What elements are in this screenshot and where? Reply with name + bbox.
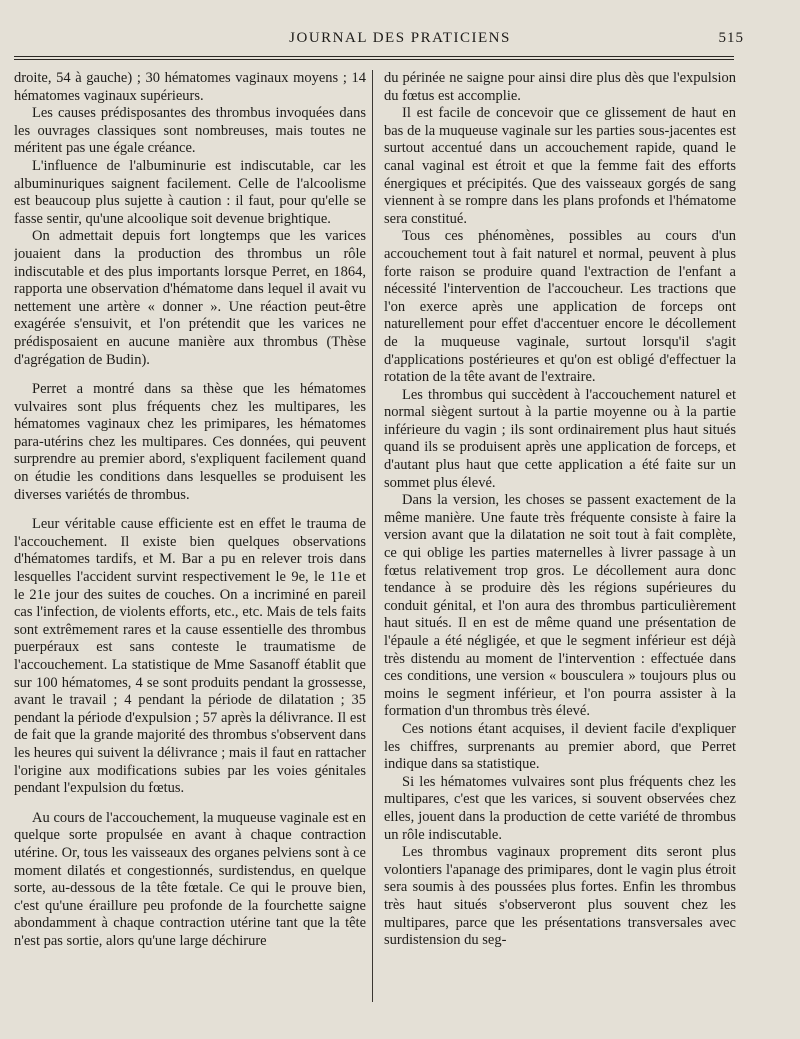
left-column <box>14 70 366 1030</box>
right-column <box>384 70 736 1030</box>
paragraph: Tous ces phénomènes, possibles au cours d'un accouchement tout à fait naturel et normal, peuvent à plus forte raison se produire quand l'extraction de l'enfant a nécessité l'intervention de l'accoucheur. Les tractions que l'on exerce après une application de forceps ont naturellement pour effet d'accentuer encore le décollement de la muqueuse vaginale, surtout lorsqu'il s'agit d'applications postérieures et qu'on est obligé d'effectuer la rotation de la tête avant de l'extraire. <box>384 228 736 386</box>
journal-title: JOURNAL DES PRATICIENS <box>289 30 511 46</box>
paragraph: Au cours de l'accouchement, la muqueuse vaginale est en quelque sorte propulsée en avant à chaque contraction utérine. Or, tous les vaisseaux des organes pelviens sont à ce moment dilatés et congestionnés, surdistendus, en quelque sorte, au-dessous de la tête fœtale. Ce qui le prouve bien, c'est qu'une éraillure peu profonde de la fourchette saigne abondamment à chaque contraction utérine tant que la tête n'est pas sortie, alors qu'une large déchirure <box>14 809 366 949</box>
paragraph: Il est facile de concevoir que ce glissement de haut en bas de la muqueuse vaginale sur les parties sous-jacentes est surtout accentué dans un accouchement rapide, quand le canal vaginal est étroit et que la femme fait des efforts énergiques et précipités. Que des vaisseaux gorgés de sang viennent à se rompre dans les plans profonds et l'hématome sera constitué. <box>384 105 736 227</box>
running-header <box>0 30 800 52</box>
paragraph: Dans la version, les choses se passent exactement de la même manière. Une faute très fréquente consiste à faire la version avant que la dilatation ne soit tout à fait complète, ce qui oblige les parties maternelles à livrer passage à un fœtus relativement trop gros. Le décollement aura donc tendance à se produire dès les régions supérieures du conduit génital, et l'on aura des thrombus particulièrement haut situés. Il en est de même quand une présentation de l'épaule a été négligée, et que le segment inférieur est déjà très distendu au moment de l'intervention : effectuée dans ces conditions, une version « bousculera » toujours plus ou moins le segment inférieur, et l'on pourra assister à la formation d'un thrombus très élevé. <box>384 492 736 720</box>
paragraph: Perret a montré dans sa thèse que les hématomes vulvaires sont plus fréquents chez les multipares, les hématomes vaginaux chez les primipares, les hématomes para-utérins chez les multipares. Ces données, qui peuvent surprendre au premier abord, s'expliquent facilement quand on étudie les conditions dans lesquelles se produisent les diverses variétés de thrombus. <box>14 381 366 503</box>
header-rule <box>14 56 734 57</box>
column-divider <box>372 70 373 1002</box>
header-rule-secondary <box>14 59 734 60</box>
paragraph: Ces notions étant acquises, il devient facile d'expliquer les chiffres, surprenants au premier abord, que Perret indique dans sa statistique. <box>384 720 736 773</box>
paragraph: On admettait depuis fort longtemps que les varices jouaient dans la production des thrombus un rôle indiscutable et des plus importants lorsque Perret, en 1864, rapporta une observation d'hématome dans lequel il avait vu nettement une artère « donner ». Une réaction peut-être exagérée s'ensuivit, et l'on prétendit que les varices ne prédisposaient en aucune manière aux thrombus (Thèse d'agrégation de Budin). <box>14 228 366 368</box>
paragraph: Si les hématomes vulvaires sont plus fréquents chez les multipares, c'est que les varices, si souvent observées chez elles, jouent dans la production de cette variété de thrombus un rôle indiscutable. <box>384 773 736 843</box>
paragraph: du périnée ne saigne pour ainsi dire plus dès que l'expulsion du fœtus est accomplie. <box>384 70 736 104</box>
paragraph: Les causes prédisposantes des thrombus invoquées dans les ouvrages classiques sont nombreuses, mais toutes ne méritent pas une égale créance. <box>14 105 366 157</box>
paragraph: Les thrombus qui succèdent à l'accouchement naturel et normal siègent surtout à la partie moyenne ou à la partie inférieure du vagin ; ils sont ordinairement plus haut situés quand ils se produisent après une application de forceps, et d'autant plus haut que cette application a été faite sur un sommet plus élevé. <box>384 386 736 491</box>
paragraph: Leur véritable cause efficiente est en effet le trauma de l'accouchement. Il existe bien quelques observations d'hématomes tardifs, et M. Bar a pu en relever trois dans lesquelles l'accident survint respectivement le 9e, le 11e et le 21e jour des suites de couches. On a incriminé en pareil cas l'infection, de violents efforts, etc., etc. Mais de tels faits sont extrêmement rares et la cause essentielle des thrombus puerpéraux est sans conteste le traumatisme de l'accouchement. La statistique de Mme Sasanoff établit que sur 100 hématomes, 4 se sont produits pendant la grossesse, avant le travail ; 4 pendant la période de dilatation ; 35 pendant la période d'expulsion ; 57 après la délivrance. Il est de fait que la grande majorité des thrombus s'observent dans les heures qui suivent la délivrance ; mais il faut en rattacher l'origine aux modifications subies par les voies génitales pendant l'expulsion du fœtus. <box>14 516 366 797</box>
paragraph: L'influence de l'albuminurie est indiscutable, car les albuminuriques saignent facilement. Celle de l'alcoolisme est beaucoup plus sujette à caution : il faut, pour qu'elle se fasse sentir, qu'une alcoolique soit devenue brightique. <box>14 157 366 227</box>
page-number: 515 <box>718 30 744 46</box>
paragraph: Les thrombus vaginaux proprement dits seront plus volontiers l'apanage des primipares, dont le vagin plus étroit sera soumis à des poussées plus fortes. Enfin les thrombus très haut situés s'observeront plus souvent chez les multipares, parce que les présentations transversales avec surdistension du seg- <box>384 844 736 949</box>
paragraph: droite, 54 à gauche) ; 30 hématomes vaginaux moyens ; 14 hématomes vaginaux supérieurs. <box>14 70 366 104</box>
